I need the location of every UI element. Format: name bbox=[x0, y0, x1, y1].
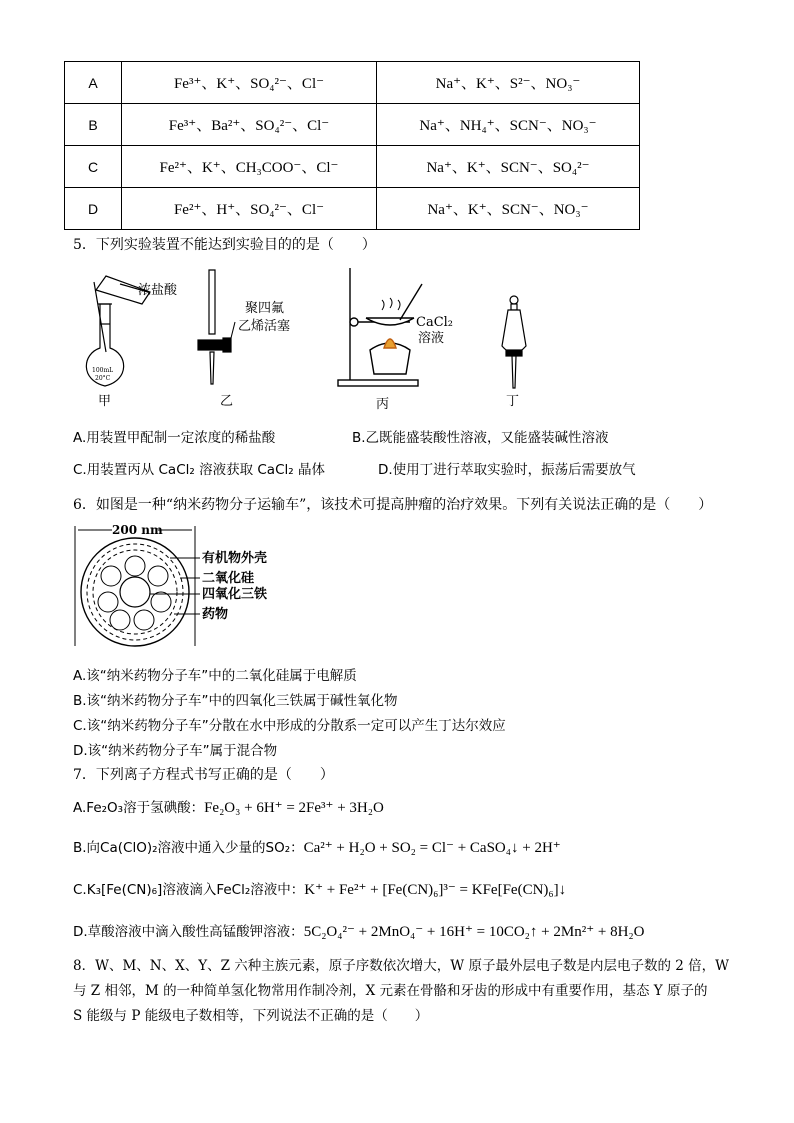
q7-c-equation: K⁺ + Fe²⁺ + [Fe(CN)₆]³⁻ = KFe[Fe(CN)₆]↓ bbox=[304, 882, 567, 898]
q7-a-equation: Fe₂O₃ + 6H⁺ = 2Fe³⁺ + 3H₂O bbox=[204, 800, 384, 816]
table-row bbox=[65, 146, 640, 188]
q6-option-c: C.该“纳米药物分子车”分散在水中形成的分散系一定可以产生丁达尔效应 bbox=[73, 718, 506, 734]
ptfe-label-2: 乙烯活塞 bbox=[238, 319, 291, 334]
ion-group-1: Fe³⁺、K⁺、SO₄²⁻、Cl⁻ bbox=[122, 62, 377, 104]
ptfe-label-1: 聚四氟 bbox=[245, 301, 285, 316]
nanoparticle-figure bbox=[70, 522, 290, 652]
q7-stem: 7．下列离子方程式书写正确的是（ ） bbox=[73, 767, 334, 783]
q7-b-equation: Ca²⁺ + H₂O + SO₂ = Cl⁻ + CaSO₄↓ + 2H⁺ bbox=[303, 840, 561, 856]
table-row bbox=[65, 62, 640, 104]
apparatus-figure bbox=[70, 262, 540, 412]
q7-c-text: C.K₃[Fe(CN)₆]溶液滴入FeCl₂溶液中： bbox=[73, 882, 305, 898]
table-row bbox=[65, 104, 640, 146]
ion-group-1: Fe²⁺、K⁺、CH₃COO⁻、Cl⁻ bbox=[122, 146, 377, 188]
q5-option-a: A.用装置甲配制一定浓度的稀盐酸 bbox=[73, 430, 276, 446]
nanocarrier-icon bbox=[81, 538, 189, 646]
q8-line-1: 8．W、M、N、X、Y、Z 六种主族元素，原子序数依次增大，W 原子最外层电子数是内层电子数的 2 倍，W bbox=[73, 958, 730, 974]
q6-option-a: A.该“纳米药物分子车”中的二氧化硅属于电解质 bbox=[73, 668, 357, 684]
q8-line-3: S 能级与 P 能级电子数相等，下列说法不正确的是（ ） bbox=[73, 1008, 429, 1024]
q6-stem: 6．如图是一种“纳米药物分子运输车”，该技术可提高肿瘤的治疗效果。下列有关说法正确的是（ ） bbox=[73, 497, 713, 513]
label-bing: 丙 bbox=[376, 397, 390, 412]
row-label: B bbox=[65, 104, 122, 146]
fe3o4-label: 四氧化三铁 bbox=[202, 587, 268, 602]
q7-d-text: D.草酸溶液中滴入酸性高锰酸钾溶液： bbox=[73, 924, 304, 940]
q5-option-b: B.乙既能盛装酸性溶液，又能盛装碱性溶液 bbox=[352, 430, 609, 446]
ion-group-1: Fe²⁺、H⁺、SO₄²⁻、Cl⁻ bbox=[122, 188, 377, 230]
ion-group-2: Na⁺、K⁺、S²⁻、NO₃⁻ bbox=[377, 62, 640, 104]
row-label: A bbox=[65, 62, 122, 104]
q5-option-c: C.用装置丙从 CaCl₂ 溶液获取 CaCl₂ 晶体 bbox=[73, 462, 325, 478]
ion-group-2: Na⁺、K⁺、SCN⁻、SO₄²⁻ bbox=[377, 146, 640, 188]
evaporation-apparatus-icon bbox=[338, 268, 422, 386]
q5-option-d: D.使用丁进行萃取实验时，振荡后需要放气 bbox=[378, 462, 636, 478]
q5-stem: 5．下列实验装置不能达到实验目的的是（ ） bbox=[73, 237, 376, 253]
solution-label: 溶液 bbox=[418, 331, 445, 346]
q6-option-b: B.该“纳米药物分子车”中的四氧化三铁属于碱性氧化物 bbox=[73, 693, 398, 709]
drug-label: 药物 bbox=[202, 607, 229, 622]
sio2-label: 二氧化硅 bbox=[202, 571, 255, 586]
ion-group-2: Na⁺、K⁺、SCN⁻、NO₃⁻ bbox=[377, 188, 640, 230]
label-ding: 丁 bbox=[506, 394, 520, 409]
q7-option-d bbox=[73, 920, 644, 941]
row-label: D bbox=[65, 188, 122, 230]
ion-group-1: Fe³⁺、Ba²⁺、SO₄²⁻、Cl⁻ bbox=[122, 104, 377, 146]
table-row bbox=[65, 188, 640, 230]
size-label: 200 nm bbox=[112, 523, 163, 537]
ion-table bbox=[64, 61, 640, 230]
shell-label: 有机物外壳 bbox=[202, 551, 268, 566]
label-yi: 乙 bbox=[220, 394, 234, 409]
separatory-funnel-icon bbox=[502, 296, 526, 388]
label-jia: 甲 bbox=[98, 394, 112, 409]
q7-d-equation: 5C₂O₄²⁻ + 2MnO₄⁻ + 16H⁺ = 10CO₂↑ + 2Mn²⁺ + 8H₂O bbox=[303, 924, 645, 940]
q7-option-a bbox=[73, 796, 384, 817]
q7-b-text: B.向Ca(ClO)₂溶液中通入少量的SO₂： bbox=[73, 840, 304, 856]
flask-volume: 100mL bbox=[92, 367, 114, 374]
flask-temp: 20°C bbox=[95, 375, 111, 382]
cacl2-label: CaCl₂ bbox=[416, 315, 454, 330]
ion-group-2: Na⁺、NH₄⁺、SCN⁻、NO₃⁻ bbox=[377, 104, 640, 146]
q7-option-b bbox=[73, 836, 561, 857]
q6-option-d: D.该“纳米药物分子车”属于混合物 bbox=[73, 743, 278, 759]
burette-icon bbox=[198, 270, 231, 384]
q7-a-text: A.Fe₂O₃溶于氢碘酸： bbox=[73, 800, 205, 816]
row-label: C bbox=[65, 146, 122, 188]
acid-label: 浓盐酸 bbox=[138, 283, 178, 298]
q7-option-c bbox=[73, 878, 566, 899]
q8-line-2: 与 Z 相邻，M 的一种简单氢化物常用作制冷剂，X 元素在骨骼和牙齿的形成中有重要作用，基态 Y 原子的 bbox=[73, 983, 708, 999]
